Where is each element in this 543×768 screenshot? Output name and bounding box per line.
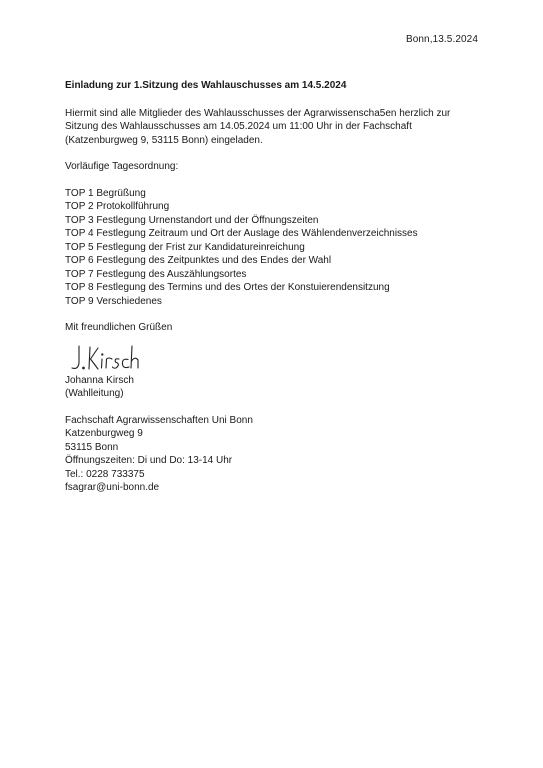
address-phone: Tel.: 0228 733375: [65, 468, 145, 480]
letter-intro: Hiermit sind alle Mitglieder des Wahlausschusses der Agrarwissenscha5en herzlich zur Sitzung des Wahlausschusses am 14.05.2024 um 11:00 Uhr in der Fachschaft (Katzenburgweg 9, 53115 Bonn) eingeladen.: [65, 107, 451, 146]
agenda-item: TOP 2 Protokollführung: [65, 201, 170, 212]
agenda-list: [65, 187, 485, 309]
address-org: Fachschaft Agrarwissenschaften Uni Bonn: [65, 414, 253, 426]
signer-name: Johanna Kirsch: [65, 374, 134, 386]
agenda-item: TOP 5 Festlegung der Frist zur Kandidatureinreichung: [65, 241, 305, 253]
date-place: Bonn,13.5.2024: [405, 34, 478, 45]
signer-block: [65, 374, 485, 401]
address-city: 53115 Bonn: [65, 441, 119, 453]
address-hours: Öffnungszeiten: Di und Do: 13-14 Uhr: [65, 455, 233, 466]
agenda-item: TOP 9 Verschiedenes: [65, 295, 162, 307]
letter-subject: Einladung zur 1.Sitzung des Wahlauschusses am 14.5.2024: [65, 80, 347, 91]
letter-body: [65, 79, 485, 495]
agenda-item: TOP 3 Festlegung Urnenstandort und der Öffnungszeiten: [65, 214, 319, 226]
agenda-heading: Vorläufige Tagesordnung:: [65, 161, 179, 172]
agenda-item: TOP 8 Festlegung des Termins und des Ortes der Konstuierendensitzung: [65, 282, 390, 293]
agenda-item: TOP 6 Festlegung des Zeitpunktes und des Endes der Wahl: [65, 255, 332, 266]
address-email: fsagrar@uni-bonn.de: [65, 482, 160, 493]
agenda-item: TOP 1 Begrüßung: [65, 187, 146, 199]
handwritten-signature: [65, 340, 155, 374]
address-street: Katzenburgweg 9: [65, 428, 143, 439]
address-block: [65, 414, 485, 495]
signer-role: (Wahlleitung): [65, 388, 124, 399]
agenda-item: TOP 7 Festlegung des Auszählungsortes: [65, 268, 247, 280]
closing-greeting: Mit freundlichen Grüßen: [65, 322, 173, 333]
agenda-item: TOP 4 Festlegung Zeitraum und Ort der Auslage des Wählendenverzeichnisses: [65, 228, 418, 239]
